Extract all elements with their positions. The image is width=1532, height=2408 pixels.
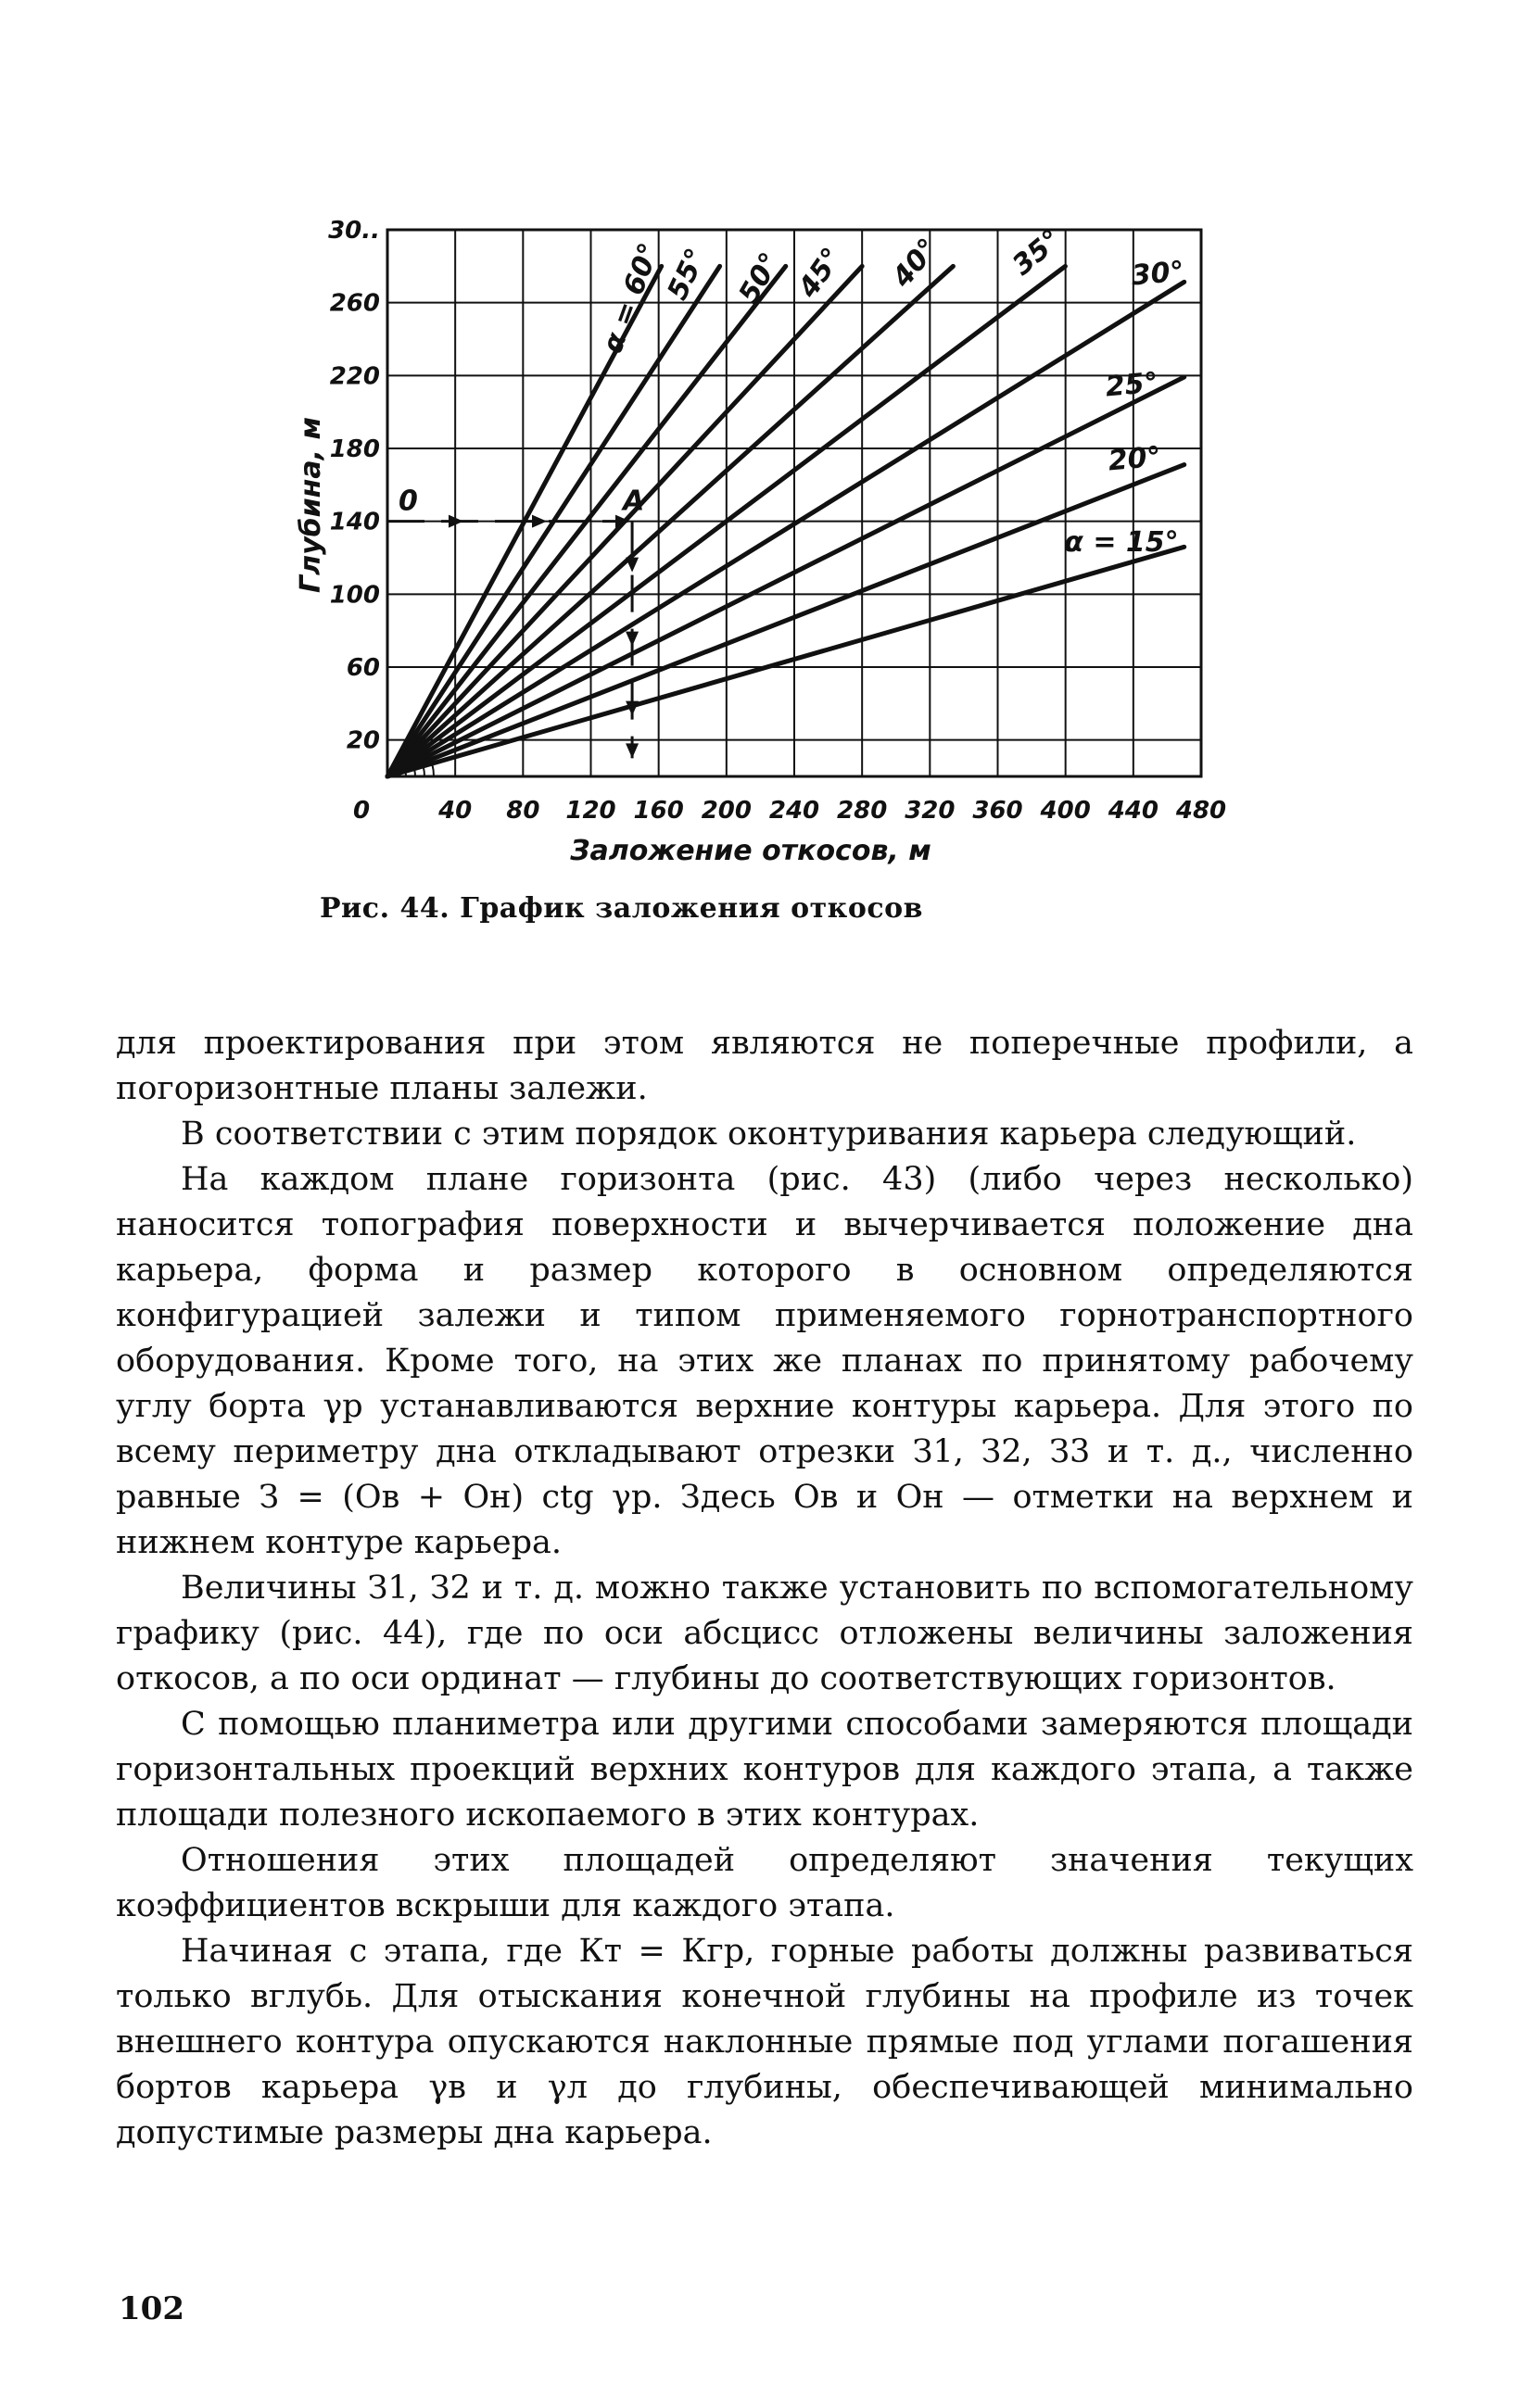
x-tick-label: 160: [633, 797, 684, 825]
x-tick-label: 120: [565, 797, 616, 825]
y-tick-label: 20: [346, 726, 380, 755]
paragraph: Отношения этих площадей определяют значения текущих коэффициентов вскрыши для каждого этапа.: [116, 1842, 1413, 1924]
arrow-head: [626, 558, 639, 573]
y-tick-label: 140: [329, 508, 380, 536]
arrow-head: [626, 743, 639, 758]
slope-label: α = 15°: [1064, 526, 1179, 559]
slope-label: 30°: [1130, 255, 1185, 293]
x-tick-label: 240: [768, 797, 820, 825]
x-tick-label: 360: [972, 797, 1023, 825]
x-tick-label: 320: [905, 797, 956, 825]
slope-label: 45°: [791, 242, 849, 304]
x-tick-label: 200: [701, 797, 752, 825]
page-number: 102: [119, 2290, 184, 2327]
arrow-head: [626, 632, 639, 647]
slope-label: 55°: [661, 243, 714, 306]
slope-label: 20°: [1107, 440, 1162, 478]
x-tick-label: 80: [506, 797, 540, 825]
slope-label: 35°: [1006, 223, 1068, 283]
y-tick-label: 60: [346, 654, 380, 682]
x-tick-label: 0: [352, 797, 371, 825]
slope-chart: [0, 0, 1532, 889]
paragraph: для проектирования при этом являются не поперечные профили, а погоризонтные планы залежи.: [116, 1025, 1413, 1107]
y-axis-label: Глубина, м: [295, 417, 327, 593]
y-tick-label: 260: [329, 289, 380, 318]
paragraph: Величины З1, З2 и т. д. можно также установить по вспомогательному графику (рис. 44), где по оси абсцисс отложены величины заложения откосов, а по оси ординат — глубины до соответствующих горизонтов.: [116, 1570, 1413, 1697]
y-tick-label: 100: [329, 581, 380, 610]
x-tick-label: 280: [837, 797, 888, 825]
point-label: 0: [399, 485, 418, 518]
paragraph: С помощью планиметра или другими способами замеряются площади горизонтальных проекций верхних контуров для каждого этапа, а также площади полезного ископаемого в этих контурах.: [116, 1706, 1413, 1834]
arrow-head: [532, 515, 547, 528]
x-axis-label: Заложение откосов, м: [570, 835, 931, 867]
figure-caption: Рис. 44. График заложения откосов: [320, 892, 923, 925]
point-label: A: [623, 485, 645, 518]
slope-label: 25°: [1104, 366, 1159, 404]
slope-label: 50°: [732, 246, 788, 309]
x-tick-label: 40: [438, 797, 473, 825]
paragraph: На каждом плане горизонта (рис. 43) (либо через несколько) наносится топография поверхности и вычерчивается положение дна карьера, форма и размер которого в основном определяются конфигурацией залежи и типом применяемого горнотранспортного оборудования. Кроме того, на этих же планах по принятому рабочему углу борта γр устанавливаются верхние контуры карьера. Для этого по всему периметру дна откладывают отрезки З1, З2, З3 и т. д., численно равные З = (Ов + Он) ctg γр. Здесь Ов и Он — отметки на верхнем и нижнем контуре карьера.: [116, 1161, 1413, 1561]
paragraph: Начиная с этапа, где Кт = Кгр, горные работы должны развиваться только вглубь. Для отыскания конечной глубины на профиле из точек внешнего контура опускаются наклонные прямые под углами погашения бортов карьера γв и γл до глубины, обеспечивающей минимально допустимые размеры дна карьера.: [116, 1933, 1413, 2151]
chart-grid: [387, 230, 1201, 776]
y-tick-label: 180: [329, 435, 380, 463]
slope-label: 40°: [886, 232, 945, 294]
x-tick-label: 400: [1040, 797, 1091, 825]
paragraph: В соответствии с этим порядок оконтуривания карьера следующий.: [181, 1116, 1357, 1153]
x-tick-label: 440: [1108, 797, 1158, 825]
x-tick-label: 480: [1175, 797, 1227, 825]
body-text: [116, 1021, 1413, 2156]
y-tick-label: 220: [329, 362, 380, 391]
y-tick-label: 30..: [328, 217, 380, 245]
slope-label: α = 60°: [596, 238, 666, 358]
